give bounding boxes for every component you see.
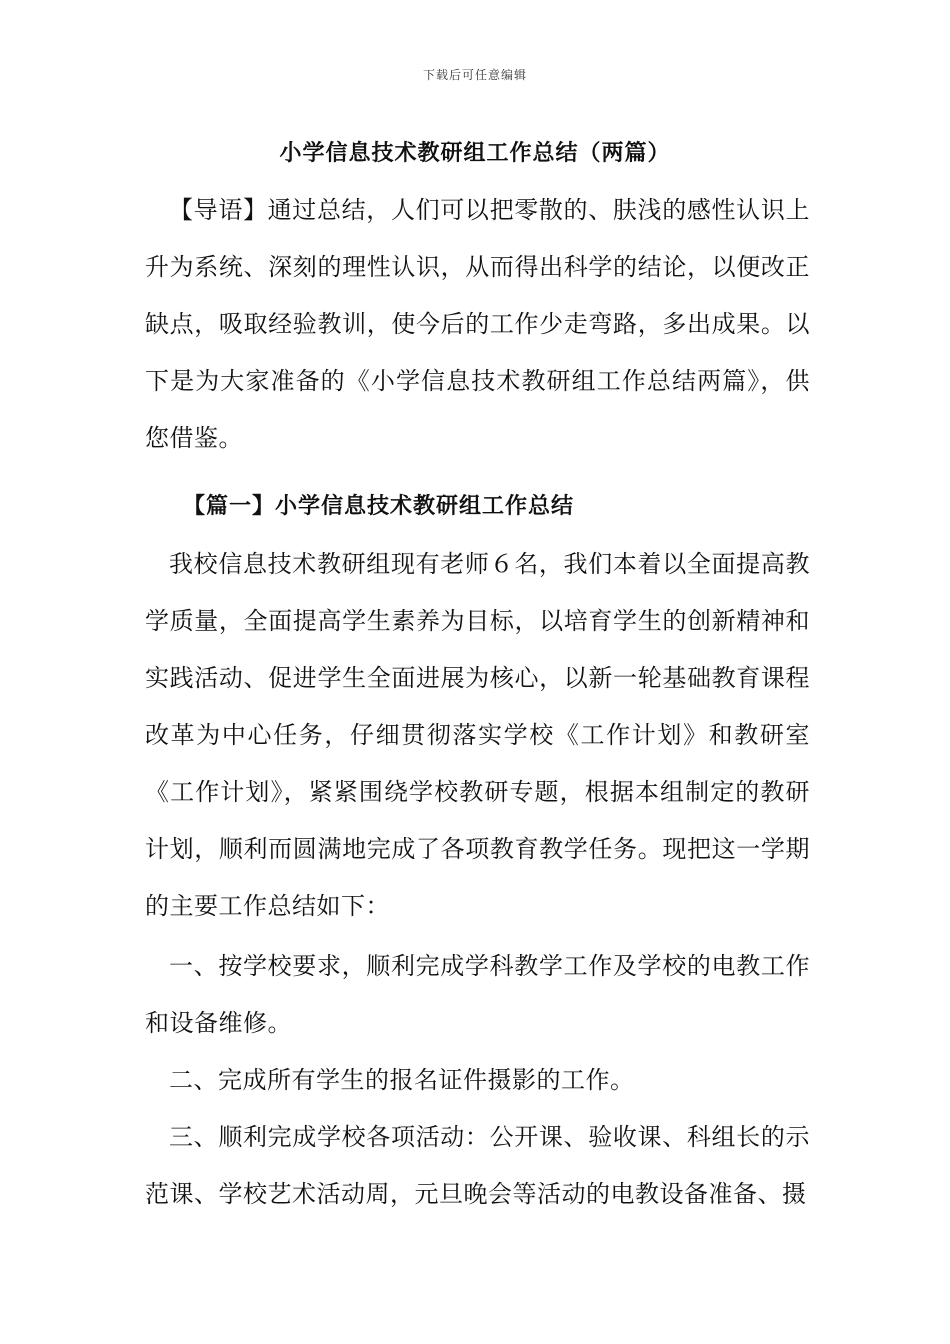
section-heading: 【篇一】小学信息技术教研组工作总结	[183, 493, 575, 519]
header-note: 下载后可任意编辑	[422, 68, 527, 82]
intro-paragraph: 【导语】通过总结，人们可以把零散的、肤浅的感性认识上升为系统、深刻的理性认识，从而得出科学的结论，以便改正缺点，吸取经验教训，使今后的工作少走弯路，多出成果。以下是为大家准备的《小学信息技术教研组工作总结两篇》，供您借鉴。	[145, 196, 810, 452]
body-paragraph: 三、顺利完成学校各项活动：公开课、验收课、科组长的示范课、学校艺术活动周，元旦晚会等活动的电教设备准备、摄	[145, 1123, 810, 1208]
body-paragraph: 二、完成所有学生的报名证件摄影的工作。	[169, 1066, 635, 1094]
body-paragraph: 我校信息技术教研组现有老师６名，我们本着以全面提高教学质量，全面提高学生素养为目标，以培育学生的创新精神和实践活动、促进学生全面进展为核心，以新一轮基础教育课程改革为中心任务，仔细贯彻落实学校《工作计划》和教研室《工作计划》，紧紧围绕学校教研专题，根据本组制定的教研计划，顺利而圆满地完成了各项教育教学任务。现把这一学期的主要工作总结如下：	[145, 550, 810, 920]
body-paragraph: 一、按学校要求，顺利完成学科教学工作及学校的电教工作和设备维修。	[145, 952, 810, 1037]
document-title: 小学信息技术教研组工作总结（两篇）	[279, 140, 671, 166]
